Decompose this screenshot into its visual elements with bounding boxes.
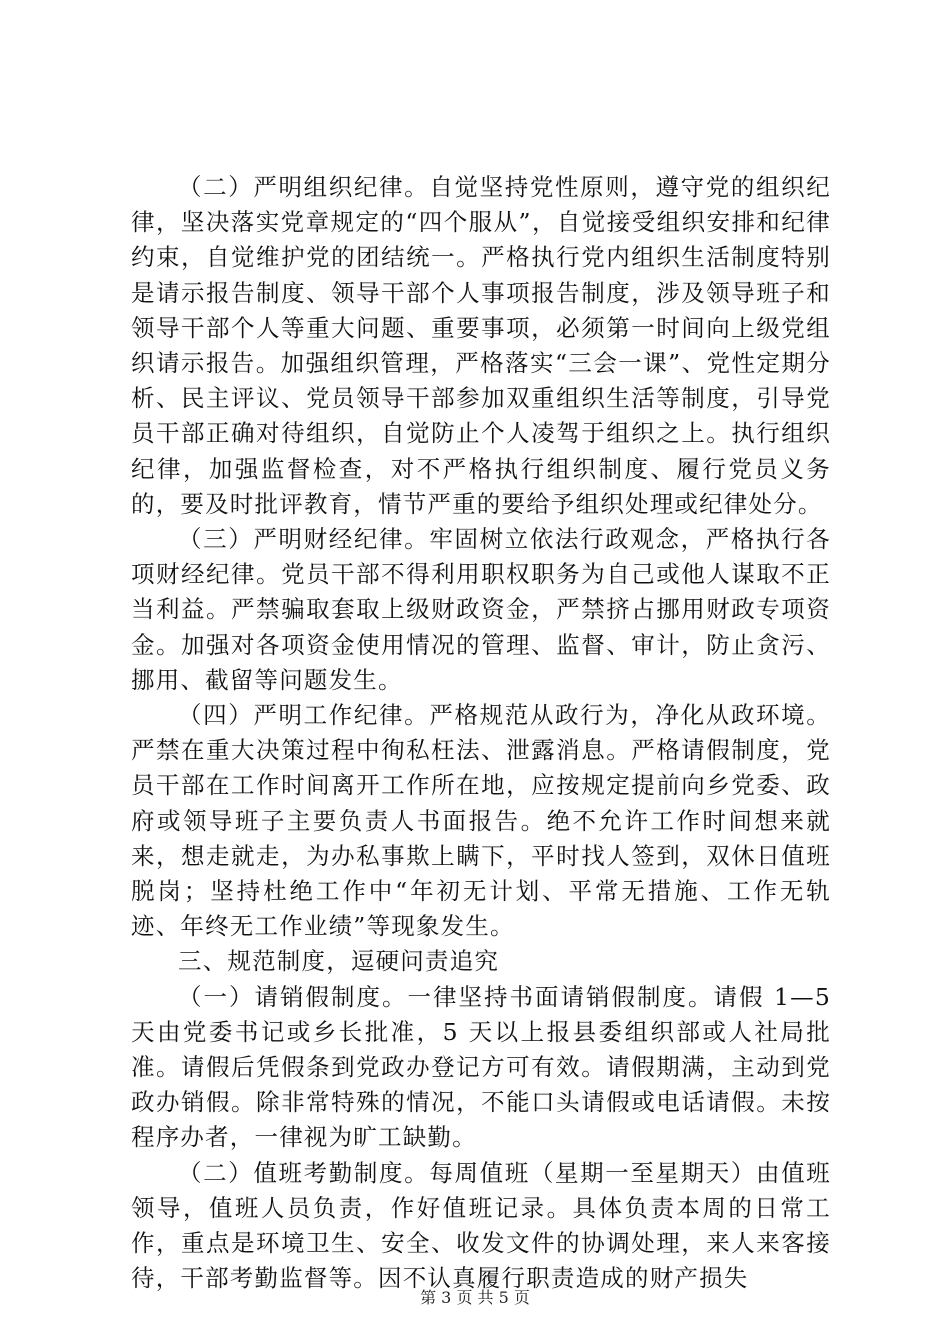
paragraph-work-discipline: （四）严明工作纪律。严格规范从政行为，净化从政环境。严禁在重大决策过程中徇私枉法、泄露消息。严格请假制度，党员干部在工作时间离开工作所在地，应按规定提前向乡党委、政府或领导班子主要负责人书面报告。绝不允许工作时间想来就来，想走就走，为办私事欺上瞒下，平时找人签到，双休日值班脱岗；坚持杜绝工作中“年初无计划、平常无措施、工作无轨迹、年终无工作业绩”等现象发生。 (131, 701, 831, 941)
document-body (131, 170, 831, 1297)
paragraph-leave-system: （一）请销假制度。一律坚持书面请销假制度。请假 1—5 天由党委书记或乡长批准，5 天以上报县委组织部或人社局批准。请假后凭假条到党政办登记方可有效。请假期满，主动到党政办销假。除非常特殊的情况，不能口头请假或电话请假。未按程序办者，一律视为旷工缺勤。 (131, 982, 831, 1152)
paragraph-organization-discipline: （二）严明组织纪律。自觉坚持党性原则，遵守党的组织纪律，坚决落实党章规定的“四个服从”，自觉接受组织安排和纪律约束，自觉维护党的团结统一。严格执行党内组织生活制度特别是请示报告制度、领导干部个人事项报告制度，涉及领导班子和领导干部个人等重大问题、重要事项，必须第一时间向上级党组织请示报告。加强组织管理，严格落实“三会一课”、党性定期分析、民主评议、党员领导干部参加双重组织生活等制度，引导党员干部正确对待组织，自觉防止个人凌驾于组织之上。执行组织纪律，加强监督检查，对不严格执行组织制度、履行党员义务的，要及时批评教育，情节严重的要给予组织处理或纪律处分。 (131, 173, 831, 518)
paragraph-financial-discipline: （三）严明财经纪律。牢固树立依法行政观念，严格执行各项财经纪律。党员干部不得利用职权职务为自己或他人谋取不正当利益。严禁骗取套取上级财政资金，严禁挤占挪用财政专项资金。加强对各项资金使用情况的管理、监督、审计，防止贪污、挪用、截留等问题发生。 (131, 525, 831, 694)
paragraph-duty-attendance: （二）值班考勤制度。每周值班（星期一至星期天）由值班领导，值班人员负责，作好值班记录。具体负责本周的日常工作，重点是环境卫生、安全、收发文件的协调处理，来人来客接待，干部考勤监督等。因不认真履行职责造成的财产损失 (131, 1158, 831, 1293)
section-heading: 三、规范制度，逗硬问责追究 (178, 947, 500, 976)
page-number-footer: 第 3 页 共 5 页 (420, 1288, 530, 1307)
